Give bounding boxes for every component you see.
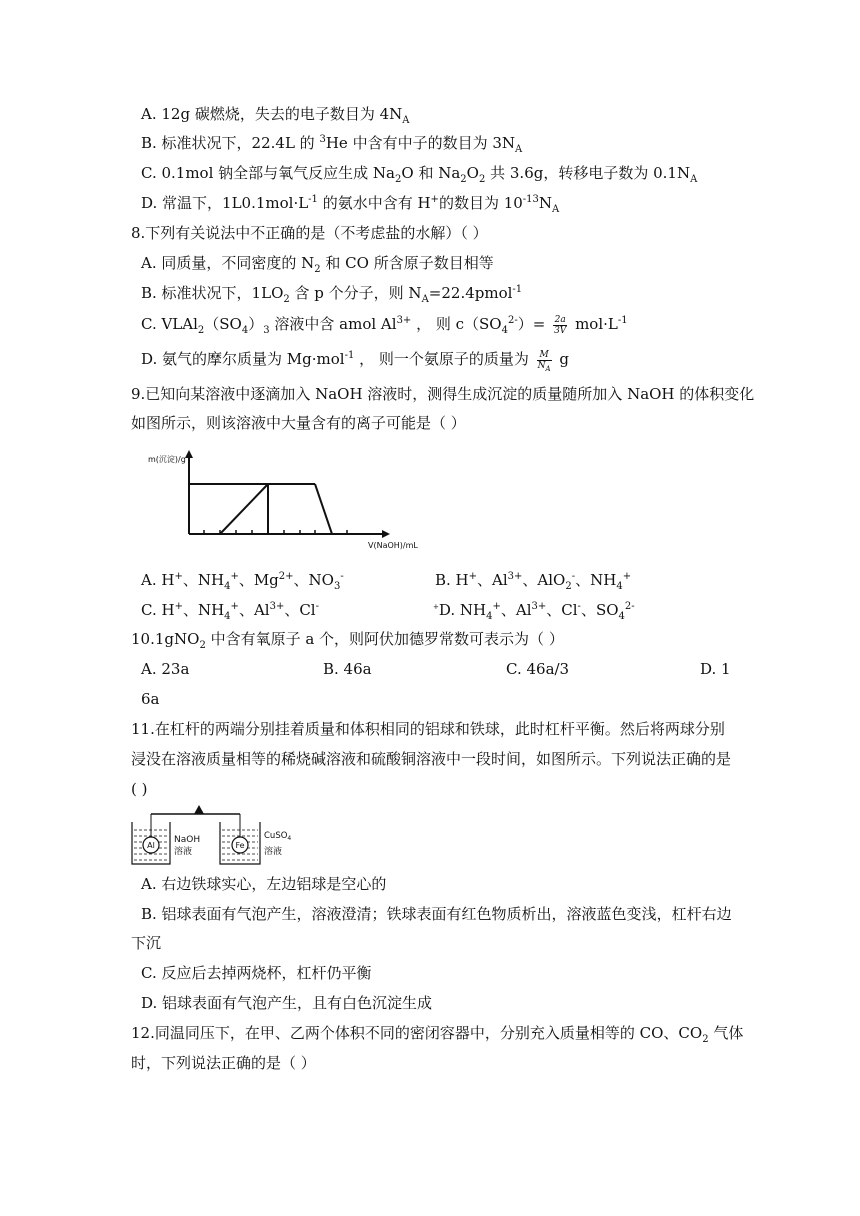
- right-solution-label-1: CuSO$_4$: [264, 831, 292, 842]
- q11-option-b: B. 铝球表面有气泡产生，溶液澄清；铁球表面有红色物质析出，溶液蓝色变浅，杠杆右边: [141, 905, 732, 923]
- graph-y-axis-label: m(沉淀)/g: [148, 455, 186, 464]
- q9-option-c: C. H+、$NH_4^+$、$Al^{3+}$、Cl-: [141, 601, 319, 622]
- q7-option-a: A. 12g 碳燃烧，失去的电子数目为 $4N_A$: [141, 105, 410, 126]
- graph-x-axis-arrow: [382, 530, 390, 538]
- q11-option-a: A. 右边铁球实心，左边铝球是空心的: [141, 875, 387, 893]
- q11-option-d: D. 铝球表面有气泡产生，且有白色沉淀生成: [141, 994, 433, 1012]
- q9-stem-line-2: 如图所示，则该溶液中大量含有的离子可能是（ ）: [131, 414, 466, 432]
- graph-fall-line: [315, 484, 332, 534]
- fraction-2a-3v: $\frac{2a}{3V}$: [554, 314, 567, 336]
- q8-stem: 8.下列有关说法中不正确的是（不考虑盐的水解）（ ）: [131, 224, 488, 242]
- q11-option-c: C. 反应后去掉两烧杯，杠杆仍平衡: [141, 964, 372, 982]
- q9-option-b: B. H+、$Al^{3+}$、AlO$_2$-、$NH_4^+$: [435, 571, 632, 592]
- q10-option-d: D. 1: [700, 660, 731, 678]
- q7-option-b: B. 标准状况下，22.4L 的 $^3$He 中含有中子的数目为 $3N_A$: [141, 134, 523, 155]
- q10-stem: 10.1gNO$_2$ 中含有氧原子 a 个，则阿伏加德罗常数可表示为（ ）: [131, 630, 564, 651]
- q10-option-a: A. 23a: [141, 660, 190, 678]
- q11-stem-line-3: ( ): [131, 780, 148, 798]
- q11-stem-line-2: 浸没在溶液质量相等的稀烧碱溶液和硫酸铜溶液中一段时间，如图所示。下列说法正确的是: [131, 750, 732, 768]
- q7-option-c: C. 0.1mol 钠全部与氧气反应生成 $Na_2O$ 和 $Na_2O_2$ 共 3.6g，转移电子数为 $0.1N_A$: [141, 164, 698, 185]
- left-solution-label-2: 溶液: [174, 847, 193, 857]
- aluminum-ball-label: Al: [147, 841, 155, 850]
- q9-precipitate-graph: [140, 448, 440, 554]
- q7-option-d: D. 常温下，$1L0.1mol\cdot L^{-1}$ 的氨水中含有 H+的数目为 $10^{-13}N_A$: [141, 194, 560, 215]
- q8-option-a: A. 同质量，不同密度的 $N_2$ 和 CO 所含原子数目相等: [141, 254, 494, 275]
- right-solution-label-2: 溶液: [264, 847, 283, 857]
- q11-lever-beakers-figure: [128, 800, 313, 870]
- fraction-m-na: $\frac{M}{N_A}$: [537, 349, 551, 373]
- graph-rise-line: [220, 484, 268, 534]
- graph-y-axis-arrow: [185, 450, 193, 458]
- q10-option-c: C. 46a/3: [506, 660, 570, 678]
- q8-option-c: C. $VLAl_2(SO_4)_3$ 溶液中含 amol $Al^{3+}$ ， 则 $c(SO_4^{2-})=$ $\frac{2a}{3V}$ $mol\cdot L^{-1}$: [141, 314, 628, 336]
- q9-stem-line-1: 9.已知向某溶液中逐滴加入 NaOH 溶液时，测得生成沉淀的质量随所加入 NaOH 的体积变化: [131, 385, 755, 403]
- q8-option-d: D. 氨气的摩尔质量为 Mg·mol$^{-1}$ ， 则一个氨原子的质量为 $\frac{M}{N_A}$ g: [141, 349, 569, 373]
- q11-stem-line-1: 11.在杠杆的两端分别挂着质量和体积相同的铝球和铁球，此时杠杆平衡。然后将两球分别: [131, 720, 725, 738]
- iron-ball-label: Fe: [235, 841, 245, 850]
- q10-option-b: B. 46a: [323, 660, 372, 678]
- graph-x-axis-label: V(NaOH)/mL: [368, 541, 418, 550]
- q11-option-b-cont: 下沉: [131, 934, 162, 952]
- left-solution-label-1: NaOH: [174, 835, 201, 845]
- q12-stem-line-2: 时，下列说法正确的是（ ）: [131, 1054, 316, 1072]
- q10-option-d-cont: 6a: [141, 690, 160, 708]
- lever-fulcrum: [194, 805, 204, 814]
- q9-option-a: A. H+、$NH_4^+$、$Mg^{2+}$、$NO_3^-$: [141, 571, 344, 592]
- q9-option-d: +D. $NH_4^+$、$Al^{3+}$、Cl-、$SO_4^{2-}$: [433, 601, 635, 622]
- q8-option-b: B. 标准状况下，$1LO_2$ 含 p 个分子，则 $N_A=22.4pmol^{-1}$: [141, 284, 523, 305]
- q12-stem-line-1: 12.同温同压下，在甲、乙两个体积不同的密闭容器中，分别充入质量相等的 CO、$CO_2$ 气体: [131, 1024, 744, 1045]
